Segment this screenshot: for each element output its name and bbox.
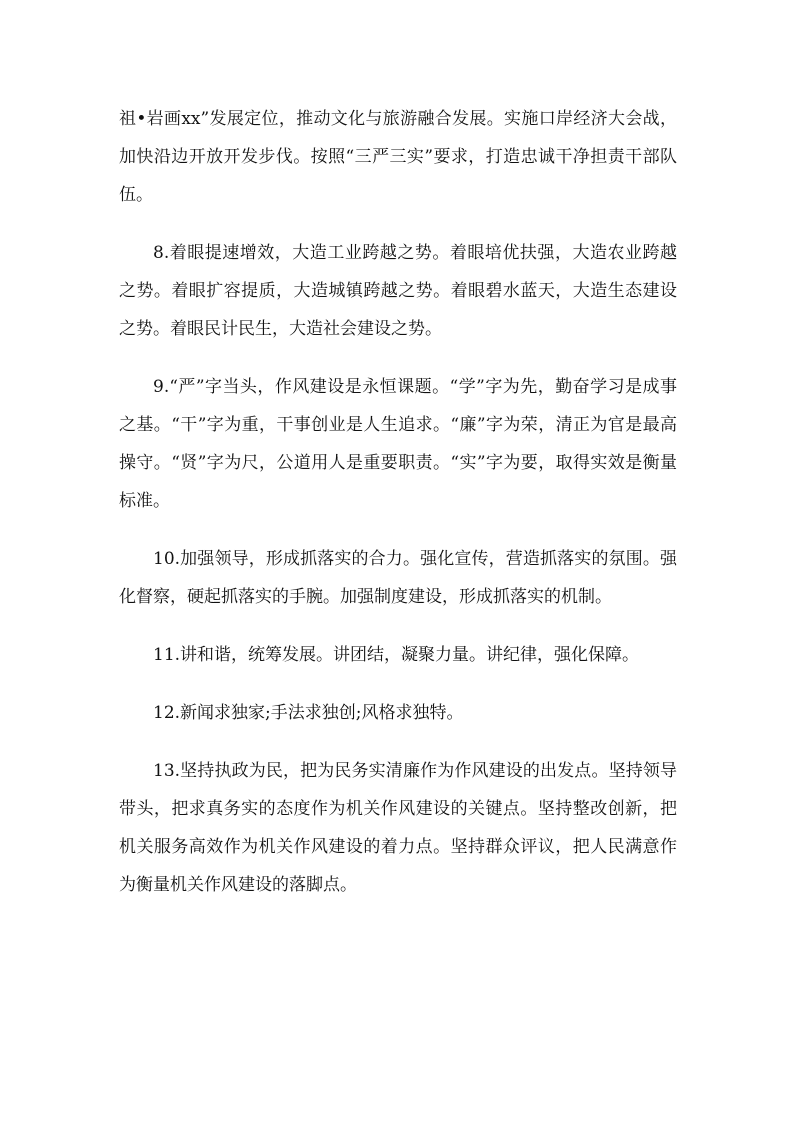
paragraph-12: 12.新闻求独家;手法求独创;风格求独特。 bbox=[153, 703, 464, 723]
document-body bbox=[119, 100, 677, 924]
paragraph-9: 9.“严”字当头，作风建设是永恒课题。“学”字为先，勤奋学习是成事之基。“干”字为重，干事创业是人生追求。“廉”字为荣，清正为官是最高操守。“贤”字为尺，公道用人是重要职责。“实”字为要，取得实效是衡量标准。 bbox=[119, 377, 677, 511]
paragraph-10: 10.加强领导，形成抓落实的合力。强化宣传，营造抓落实的氛围。强化督察，硬起抓落实的手腕。加强制度建设，形成抓落实的机制。 bbox=[119, 549, 677, 607]
paragraph-11: 11.讲和谐，统筹发展。讲团结，凝聚力量。讲纪律，强化保障。 bbox=[153, 645, 640, 665]
paragraph-13: 13.坚持执政为民，把为民务实清廉作为作风建设的出发点。坚持领导带头，把求真务实的态度作为机关作风建设的关键点。坚持整改创新，把机关服务高效作为机关作风建设的着力点。坚持群众评议，把人民满意作为衡量机关作风建设的落脚点。 bbox=[119, 761, 677, 895]
paragraph-8: 8.着眼提速增效，大造工业跨越之势。着眼培优扶强，大造农业跨越之势。着眼扩容提质，大造城镇跨越之势。着眼碧水蓝天，大造生态建设之势。着眼民计民生，大造社会建设之势。 bbox=[119, 243, 677, 339]
paragraph-continuation: 祖•岩画xx”发展定位，推动文化与旅游融合发展。实施口岸经济大会战，加快沿边开放开发步伐。按照“三严三实”要求，打造忠诚干净担责干部队伍。 bbox=[119, 109, 677, 205]
